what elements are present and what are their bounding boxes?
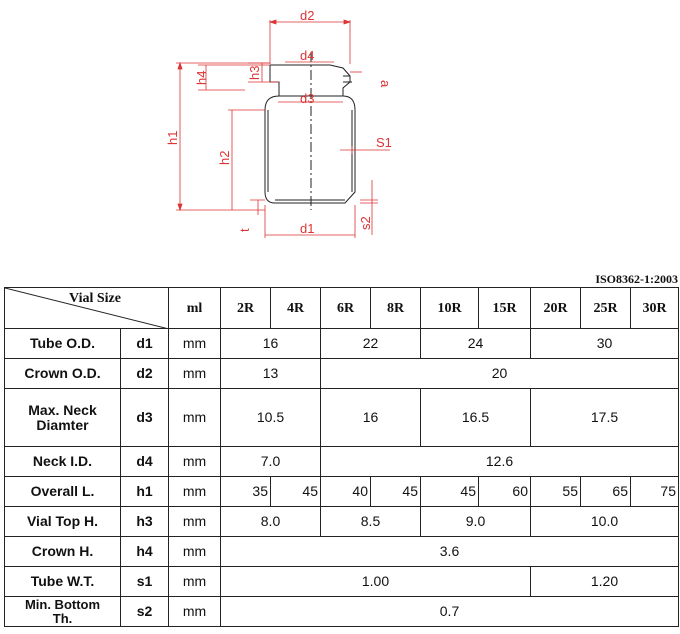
value-cell: 45 — [371, 477, 421, 507]
row-symbol: h1 — [121, 477, 169, 507]
value-cell: 8.0 — [221, 507, 321, 537]
row-label: Overall L. — [5, 477, 121, 507]
dim-d3: d3 — [300, 91, 315, 106]
value-cell: 3.6 — [221, 537, 679, 567]
row-symbol: h3 — [121, 507, 169, 537]
dim-s2: s2 — [358, 216, 373, 230]
vial-dimension-drawing — [0, 0, 680, 250]
row-symbol: d4 — [121, 447, 169, 477]
dim-a: a — [378, 80, 393, 88]
dim-d1: d1 — [300, 221, 315, 236]
value-cell: 55 — [531, 477, 581, 507]
value-cell: 45 — [421, 477, 479, 507]
row-overall-length — [5, 477, 679, 507]
row-unit: mm — [169, 329, 221, 359]
value-cell: 45 — [271, 477, 321, 507]
row-label: Neck I.D. — [5, 447, 121, 477]
value-cell: 60 — [479, 477, 531, 507]
value-cell: 65 — [581, 477, 631, 507]
dim-h4: h4 — [194, 70, 209, 85]
value-cell: 35 — [221, 477, 271, 507]
row-vial-top-height — [5, 507, 679, 537]
value-cell: 8.5 — [321, 507, 421, 537]
row-crown-od — [5, 359, 679, 389]
row-unit: mm — [169, 567, 221, 597]
row-tube-wall-thickness — [5, 567, 679, 597]
vial-size-header: Vial Size — [5, 288, 169, 329]
row-symbol: h4 — [121, 537, 169, 567]
dim-t: t — [237, 228, 252, 232]
vial-outline — [265, 65, 355, 203]
row-unit: mm — [169, 389, 221, 447]
row-unit: mm — [169, 507, 221, 537]
value-cell: 10.0 — [531, 507, 679, 537]
value-cell: 10.5 — [221, 389, 321, 447]
dim-h2: h2 — [217, 150, 232, 165]
value-cell: 16 — [321, 389, 421, 447]
row-unit: mm — [169, 477, 221, 507]
row-min-bottom-thickness — [5, 597, 679, 627]
row-symbol: d1 — [121, 329, 169, 359]
row-symbol: s2 — [121, 597, 169, 627]
row-unit: mm — [169, 597, 221, 627]
size-20r: 20R — [531, 288, 581, 329]
size-2r: 2R — [221, 288, 271, 329]
row-label: Crown H. — [5, 537, 121, 567]
dim-d4: d4 — [300, 48, 315, 63]
row-symbol: s1 — [121, 567, 169, 597]
value-cell: 1.20 — [531, 567, 679, 597]
dim-h1: h1 — [165, 130, 180, 145]
value-cell: 0.7 — [221, 597, 679, 627]
dim-s1: S1 — [376, 135, 392, 150]
value-cell: 30 — [531, 329, 679, 359]
row-crown-height — [5, 537, 679, 567]
row-neck-diameter — [5, 389, 679, 447]
standard-reference: ISO8362-1:2003 — [595, 272, 678, 286]
size-25r: 25R — [581, 288, 631, 329]
row-label: Min. Bottom Th. — [5, 597, 121, 627]
row-label: Tube O.D. — [5, 329, 121, 359]
value-cell: 24 — [421, 329, 531, 359]
row-unit: mm — [169, 537, 221, 567]
size-8r: 8R — [371, 288, 421, 329]
size-6r: 6R — [321, 288, 371, 329]
size-4r: 4R — [271, 288, 321, 329]
row-unit: mm — [169, 447, 221, 477]
value-cell: 12.6 — [321, 447, 679, 477]
row-label: Vial Top H. — [5, 507, 121, 537]
size-30r: 30R — [631, 288, 679, 329]
header-row — [5, 288, 679, 329]
value-cell: 16 — [221, 329, 321, 359]
unit-header: ml — [169, 288, 221, 329]
size-10r: 10R — [421, 288, 479, 329]
dim-h3: h3 — [247, 65, 262, 80]
row-tube-od — [5, 329, 679, 359]
row-unit: mm — [169, 359, 221, 389]
row-label: Crown O.D. — [5, 359, 121, 389]
value-cell: 9.0 — [421, 507, 531, 537]
value-cell: 17.5 — [531, 389, 679, 447]
value-cell: 16.5 — [421, 389, 531, 447]
row-symbol: d3 — [121, 389, 169, 447]
value-cell: 1.00 — [221, 567, 531, 597]
dim-d2: d2 — [300, 8, 315, 23]
row-label: Tube W.T. — [5, 567, 121, 597]
row-label: Max. Neck Diamter — [5, 389, 121, 447]
value-cell: 75 — [631, 477, 679, 507]
row-symbol: d2 — [121, 359, 169, 389]
vial-spec-table — [4, 287, 679, 627]
value-cell: 40 — [321, 477, 371, 507]
value-cell: 22 — [321, 329, 421, 359]
value-cell: 20 — [321, 359, 679, 389]
value-cell: 13 — [221, 359, 321, 389]
size-15r: 15R — [479, 288, 531, 329]
row-neck-id — [5, 447, 679, 477]
value-cell: 7.0 — [221, 447, 321, 477]
